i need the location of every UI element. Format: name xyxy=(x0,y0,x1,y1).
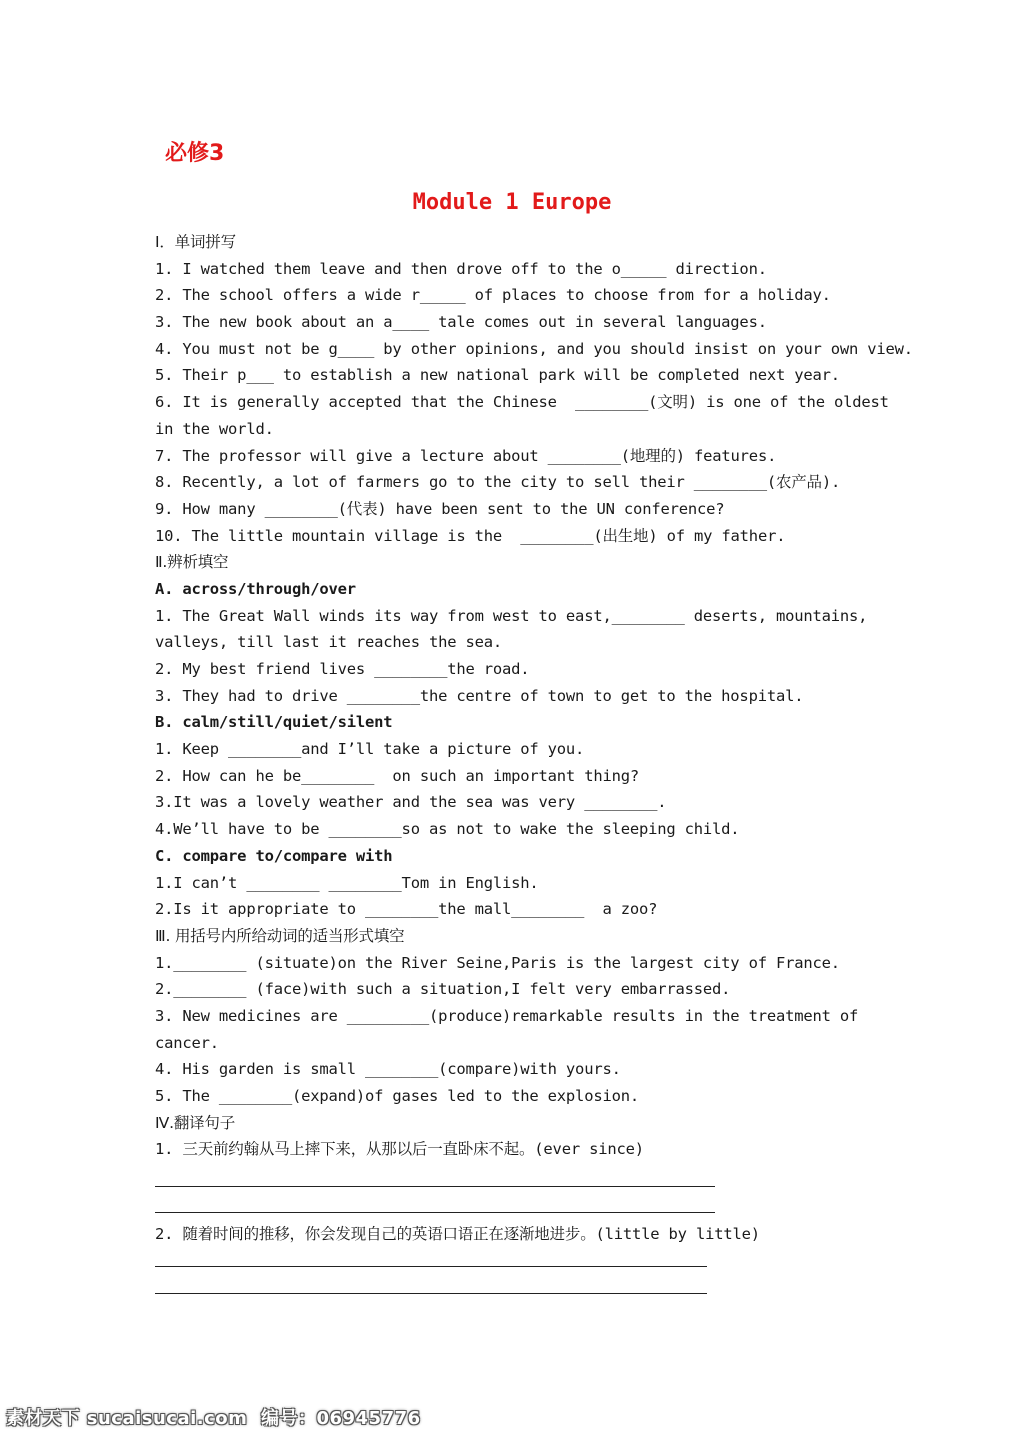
translation-2 xyxy=(155,1221,875,1248)
exercise-line: 2. How can he be________ on such an important thing? xyxy=(155,766,639,785)
exercise-line: 1. 三天前约翰从马上摔下来，从那以后一直卧床不起。(ever since) xyxy=(155,1140,644,1159)
section-heading: Ⅱ.辨析填空 xyxy=(155,553,229,572)
book-label: 必修3 xyxy=(165,141,225,166)
exercise-line: in the world. xyxy=(155,419,274,438)
subsection-heading: C. compare to/compare with xyxy=(155,846,393,865)
exercise-line: 1.I can’t ________ ________Tom in English. xyxy=(155,873,539,892)
exercise-body xyxy=(155,229,913,1163)
exercise-line: 1. Keep ________and I’ll take a picture of you. xyxy=(155,740,585,759)
exercise-line: 4.We’ll have to be ________so as not to wake the sleeping child. xyxy=(155,820,740,839)
section-heading: Ⅰ．单词拼写 xyxy=(155,233,236,251)
exercise-line: 1. The Great Wall winds its way from west to east,________ deserts, mountains, xyxy=(155,606,868,625)
subsection-heading: A. across/through/over xyxy=(155,579,356,598)
subsection-heading: B. calm/still/quiet/silent xyxy=(155,713,393,732)
exercise-line: 2.Is it appropriate to ________the mall________ a zoo? xyxy=(155,900,658,919)
exercise-line: cancer. xyxy=(155,1033,219,1052)
exercise-line: 2. My best friend lives ________the road. xyxy=(155,660,530,678)
exercise-line: 5. The ________(expand)of gases led to the explosion. xyxy=(155,1087,639,1105)
answer-line xyxy=(155,1293,707,1294)
exercise-line: 10. The little mountain village is the ________(出生地) of my father. xyxy=(155,526,786,545)
exercise-line: 4. You must not be g____ by other opinions, and you should insist on your own view. xyxy=(155,339,913,358)
watermark-text: 素材天下 sucaisucai.com 编号：06945776 xyxy=(6,1408,421,1429)
exercise-line: 1. I watched them leave and then drove off to the o_____ direction. xyxy=(155,259,767,278)
exercise-line: 1.________ (situate)on the River Seine,Paris is the largest city of France. xyxy=(155,953,840,972)
exercise-line: 2.________ (face)with such a situation,I felt very embarrassed. xyxy=(155,980,731,999)
exercise-line: 9. How many ________(代表) have been sent to the UN conference? xyxy=(155,499,725,518)
exercise-line: 3. The new book about an a____ tale comes out in several languages. xyxy=(155,313,767,332)
section-heading: Ⅲ. 用括号内所给动词的适当形式填空 xyxy=(155,926,405,945)
exercise-line: 4. His garden is small ________(compare)with yours. xyxy=(155,1060,621,1079)
exercise-line: 7. The professor will give a lecture about ________(地理的) features. xyxy=(155,446,777,465)
exercise-line: 5. Their p___ to establish a new national park will be completed next year. xyxy=(155,366,840,385)
module-title: Module 1 Europe xyxy=(412,190,612,215)
answer-line xyxy=(155,1212,715,1213)
section-heading: Ⅳ.翻译句子 xyxy=(155,1113,236,1132)
translation-2-text: 2. 随着时间的推移，你会发现自己的英语口语正在逐渐地进步。(little by little) xyxy=(155,1225,760,1243)
exercise-line: 3.It was a lovely weather and the sea was very ________. xyxy=(155,793,667,812)
exercise-line: 2. The school offers a wide r_____ of places to choose from for a holiday. xyxy=(155,286,831,305)
answer-line xyxy=(155,1186,715,1187)
exercise-line: 8. Recently, a lot of farmers go to the city to sell their ________(农产品). xyxy=(155,473,841,492)
answer-line xyxy=(155,1266,707,1267)
exercise-line: 3. New medicines are _________(produce)remarkable results in the treatment of xyxy=(155,1006,859,1025)
exercise-line: valleys, till last it reaches the sea. xyxy=(155,633,503,652)
exercise-line: 6. It is generally accepted that the Chinese ________(文明) is one of the oldest xyxy=(155,393,889,412)
exercise-line: 3. They had to drive ________the centre of town to get to the hospital. xyxy=(155,686,804,705)
